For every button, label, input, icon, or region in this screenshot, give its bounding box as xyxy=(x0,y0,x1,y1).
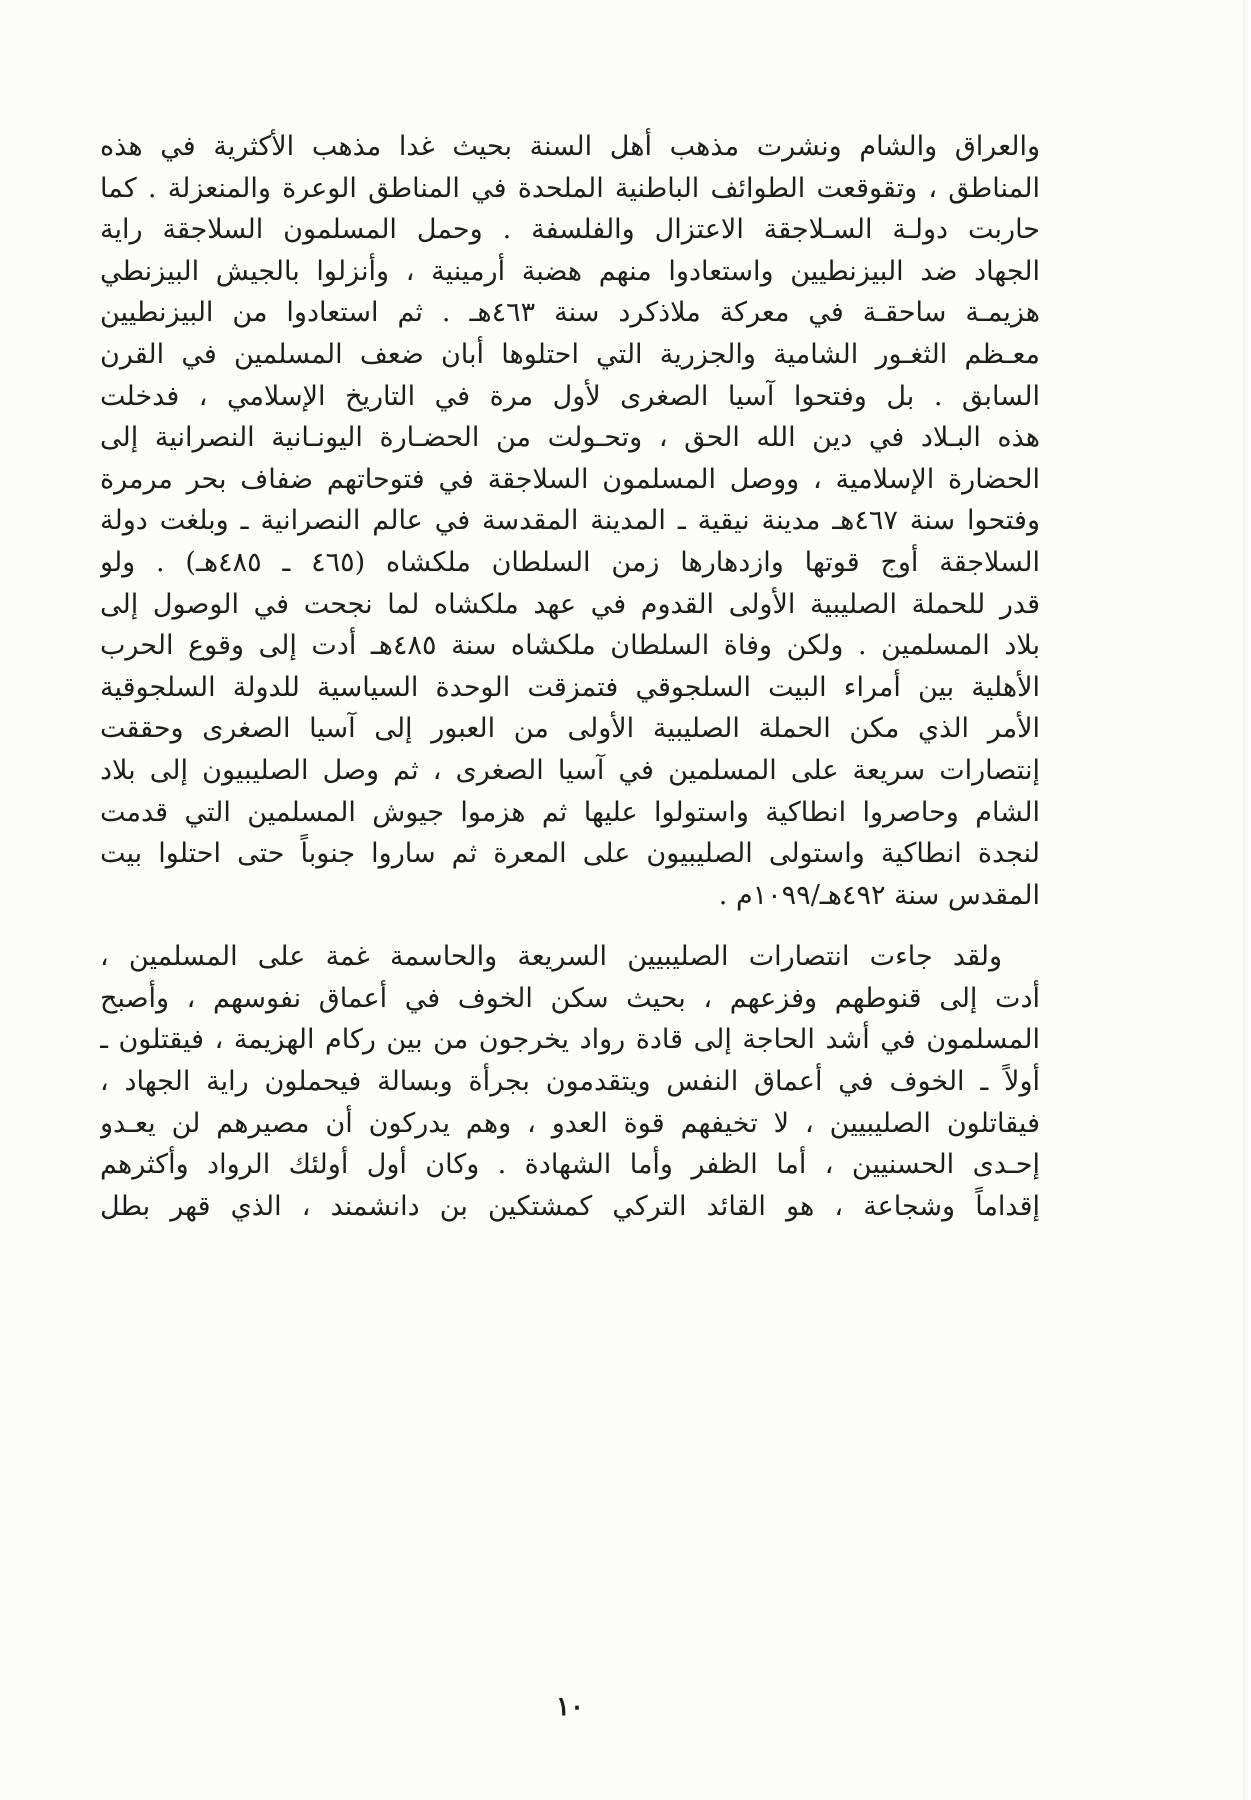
paragraph-2 xyxy=(100,936,1040,1227)
text-line: الأمر الذي مكن الحملة الصليبية الأولى من العبور إلى آسيا الصغرى وحققت xyxy=(100,713,1040,745)
text-line: إنتصارات سريعة على المسلمين في آسيا الصغرى ، ثم وصل الصليبيون إلى بلاد xyxy=(100,754,1040,786)
text-line: السابق . بل وفتحوا آسيا الصغرى لأول مرة في التاريخ الإسلامي ، فدخلت xyxy=(100,380,1040,412)
text-line: لنجدة انطاكية واستولى الصليبيون على المعرة ثم ساروا جنوباً حتى احتلوا بيت xyxy=(100,838,1040,870)
text-line: وفتحوا سنة ٤٦٧هـ مدينة نيقية ـ المدينة المقدسة في عالم النصرانية ـ وبلغت دولة xyxy=(100,505,1040,537)
text-line: قدر للحملة الصليبية الأولى القدوم في عهد ملكشاه لما نجحت في الوصول إلى xyxy=(100,588,1040,620)
text-line: المسلمون في أشد الحاجة إلى قادة رواد يخرجون من بين ركام الهزيمة ، فيقتلون ـ xyxy=(100,1024,1040,1056)
paragraph-spacing xyxy=(100,916,1040,936)
text-line: السلاجقة أوج قوتها وازدهارها زمن السلطان ملكشاه (٤٦٥ ـ ٤٨٥هـ) . ولو xyxy=(100,546,1040,578)
text-line: حاربت دولـة السـلاجقة الاعتزال والفلسفة . وحمل المسلمون السلاجقة راية xyxy=(100,214,1040,246)
paragraph-1 xyxy=(100,126,1040,916)
text-line-last: المقدس سنة ٤٩٢هـ/١٠٩٩م . xyxy=(718,879,1040,911)
text-line: هزيمـة ساحقـة في معركة ملاذكرد سنة ٤٦٣هـ . ثم استعادوا من البيزنطيين xyxy=(100,297,1040,329)
body-text xyxy=(100,126,1040,1227)
text-line: أدت إلى قنوطهم وفزعهم ، بحيث سكن الخوف في أعماق نفوسهم ، وأصبح xyxy=(100,982,1040,1014)
text-line: بلاد المسلمين . ولكن وفاة السلطان ملكشاه سنة ٤٨٥هـ أدت إلى وقوع الحرب xyxy=(100,630,1040,662)
text-line-first: ولقد جاءت انتصارات الصليبيين السريعة والحاسمة غمة على المسلمين ، xyxy=(100,941,1002,973)
text-line: الجهاد ضد البيزنطيين واستعادوا منهم هضبة أرمينية ، وأنزلوا بالجيش البيزنطي xyxy=(100,255,1040,287)
text-line: الحضارة الإسلامية ، ووصل المسلمون السلاجقة في فتوحاتهم ضفاف بحر مرمرة xyxy=(100,463,1040,495)
text-line: المناطق ، وتقوقعت الطوائف الباطنية الملحدة في المناطق الوعرة والمنعزلة . كما xyxy=(100,172,1040,204)
text-line: إحـدى الحسنيين ، أما الظفر وأما الشهادة . وكان أول أولئك الرواد وأكثرهم xyxy=(100,1149,1040,1181)
text-line: والعراق والشام ونشرت مذهب أهل السنة بحيث غدا مذهب الأكثرية في هذه xyxy=(100,131,1040,162)
text-line: الأهلية بين أمراء البيت السلجوقي فتمزقت الوحدة السياسية للدولة السلجوقية xyxy=(100,671,1040,703)
text-line: معـظم الثغـور الشامية والجزرية التي احتلوها أبان ضعف المسلمين في القرن xyxy=(100,338,1040,370)
page-number: ١٠ xyxy=(556,1692,584,1722)
text-line: أولاً ـ الخوف في أعماق النفس ويتقدمون بجرأة وبسالة فيحملون راية الجهاد ، xyxy=(100,1066,1040,1098)
text-line: إقداماً وشجاعة ، هو القائد التركي كمشتكين بن دانشمند ، الذي قهر بطل xyxy=(100,1190,1040,1222)
text-line: فيقاتلون الصليبيين ، لا تخيفهم قوة العدو ، وهم يدركون أن مصيرهم لن يعـدو xyxy=(100,1107,1040,1139)
text-line: هذه البـلاد في دين الله الحق ، وتحـولت من الحضـارة اليونـانية النصرانية إلى xyxy=(100,422,1040,454)
page-edge-shadow xyxy=(1243,0,1251,1800)
text-line: الشام وحاصروا انطاكية واستولوا عليها ثم هزموا جيوش المسلمين التي قدمت xyxy=(100,796,1040,828)
